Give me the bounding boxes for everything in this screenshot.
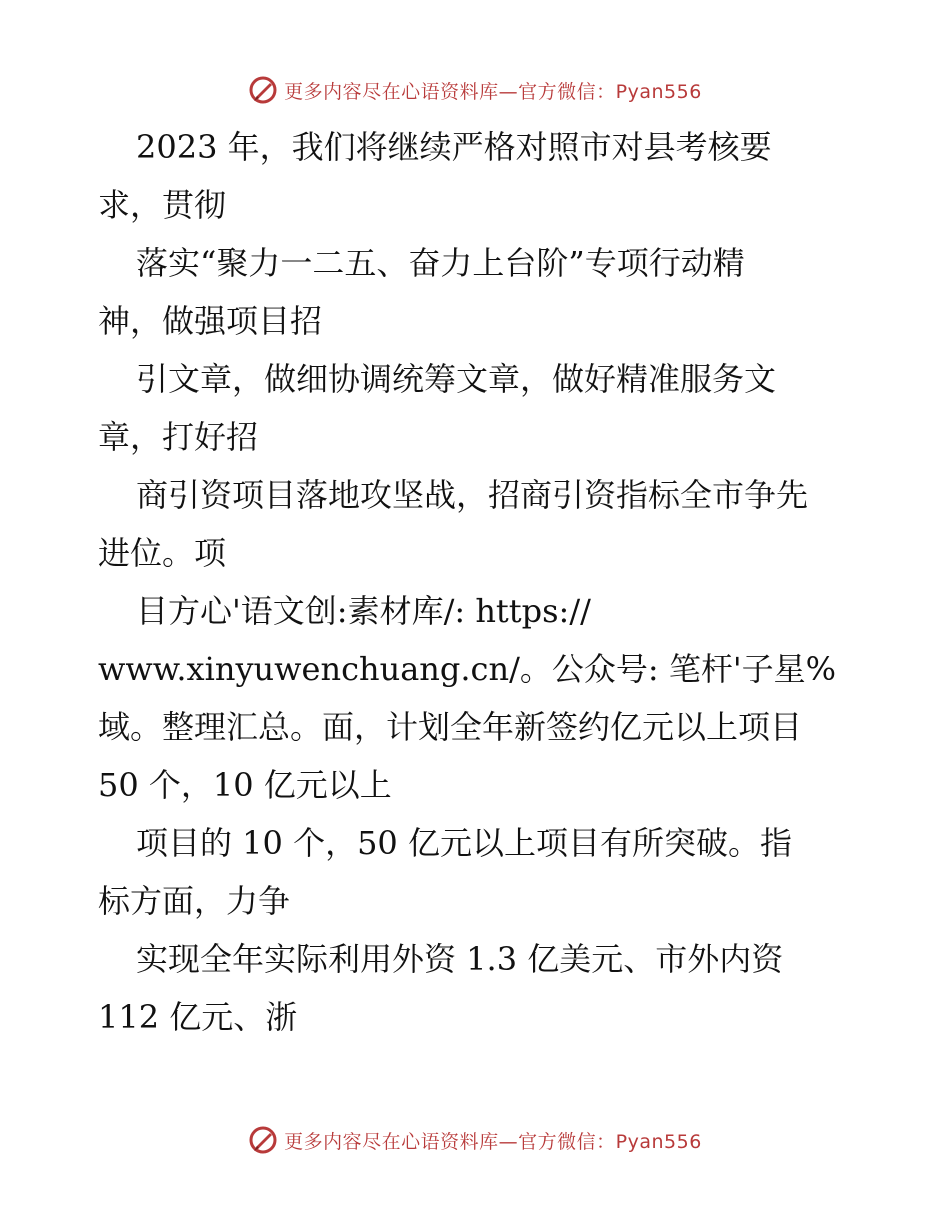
document-body	[98, 118, 918, 1046]
footer-banner-text: 更多内容尽在心语资料库—官方微信：Pyan556	[284, 1130, 702, 1153]
text-line: 引文章，做细协调统筹文章，做好精准服务文	[136, 360, 777, 398]
pen-logo-icon	[248, 1125, 278, 1155]
text-line: 项目的 10 个，50 亿元以上项目有所突破。指	[136, 824, 792, 862]
text-line: 域。整理汇总。面，计划全年新签约亿元以上项目	[98, 708, 803, 746]
text-line: 2023 年，我们将继续严格对照市对县考核要	[136, 128, 772, 166]
text-line: 目方心'语文创:素材库/: https://	[136, 592, 591, 630]
text-line: 进位。项	[98, 534, 227, 572]
pen-logo-icon	[248, 75, 278, 105]
text-line: www.xinyuwenchuang.cn/。公众号: 笔杆'子星%	[98, 650, 837, 688]
text-line: 标方面，力争	[98, 882, 291, 920]
text-line: 商引资项目落地攻坚战，招商引资指标全市争先	[136, 476, 809, 514]
header-banner-text: 更多内容尽在心语资料库—官方微信：Pyan556	[284, 80, 702, 103]
text-line: 求，贯彻	[98, 186, 227, 224]
text-line: 落实“聚力一二五、奋力上台阶”专项行动精	[136, 244, 745, 282]
text-line: 50 个，10 亿元以上	[98, 766, 392, 804]
text-line: 实现全年实际利用外资 1.3 亿美元、市外内资	[136, 940, 784, 978]
text-line: 112 亿元、浙	[98, 998, 298, 1036]
footer-banner	[0, 1120, 950, 1160]
text-line: 章，打好招	[98, 418, 259, 456]
header-banner	[0, 70, 950, 110]
text-line: 神，做强项目招	[98, 302, 323, 340]
